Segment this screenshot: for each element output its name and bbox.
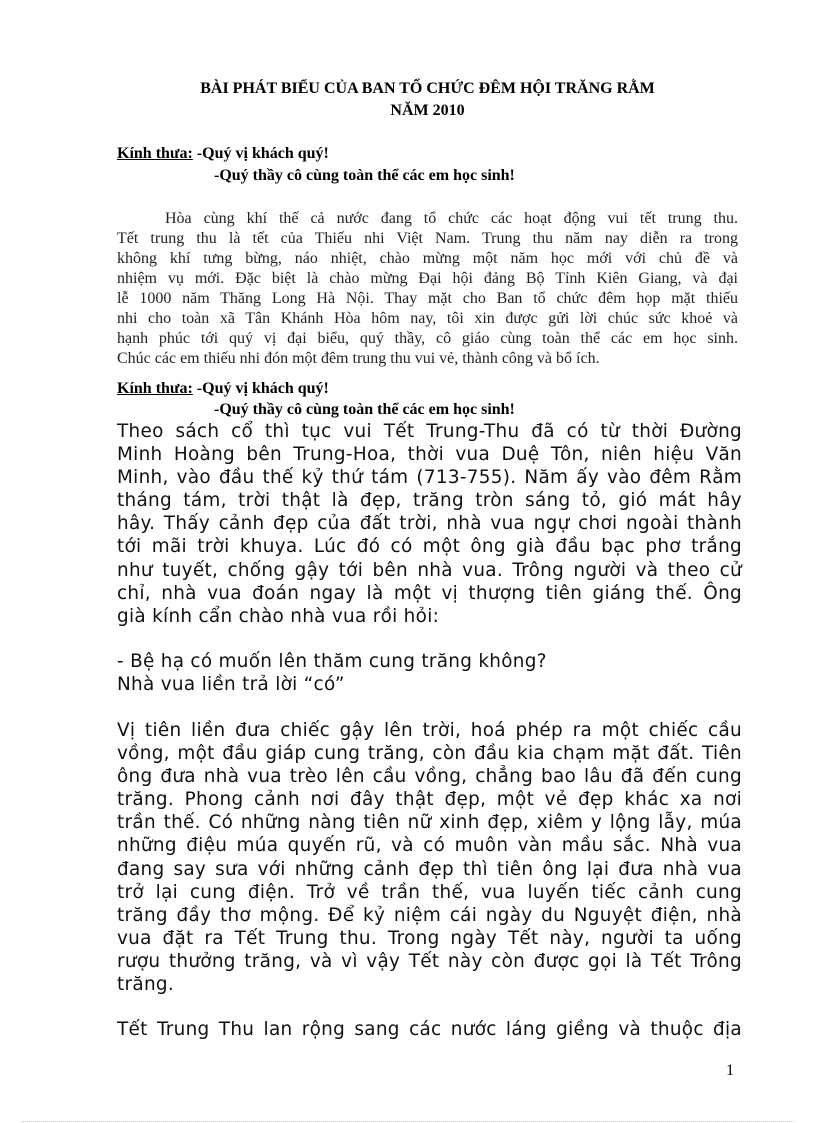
story-line: trăng. Phong cảnh nơi đây thật đẹp, một vẻ đẹp khác xa nơi [117,789,742,811]
story-line: chỉ, nhà vua đoán ngay là một vị thượng tiên giáng thế. Ông [117,582,742,604]
greeting-1-line-1 [117,143,329,165]
dialogue-answer: Nhà vua liền trả lời “có” [117,674,345,696]
story-line: rượu thưởng trăng, và vì vậy Tết này còn được gọi là Tết Trông [117,950,742,972]
dialogue-question: - Bệ hạ có muốn lên thăm cung trăng không? [117,651,547,672]
intro-paragraph [117,209,738,369]
intro-line: Tết trung thu là tết của Thiếu nhi Việt Nam. Trung thu năm nay diễn ra trong [117,230,738,247]
story-line: Vị tiên liền đưa chiếc gậy lên trời, hoá phép ra một chiếc cầu [117,720,742,741]
story-line: Theo sách cổ thì tục vui Tết Trung-Thu đã có từ thời Đường [117,421,742,442]
greeting-guests: -Quý vị khách quý! [192,145,329,162]
intro-line: nhiệm vụ mới. Đặc biệt là chào mừng Đại hội đảng Bộ Tỉnh Kiên Giang, và đại [117,270,738,287]
greeting-1-line-2: -Quý thầy cô cùng toàn thể các em học sinh! [214,167,515,184]
story-line: vồng, một đầu giáp cung trăng, còn đầu kia chạm mặt đất. Tiên [117,743,742,765]
story-line: đang say sưa với những cảnh đẹp thì tiên ông lại đưa nhà vua [117,858,742,880]
story-line: hây. Thấy cảnh đẹp của đất trời, nhà vua ngự chơi ngoài thành [117,513,742,535]
intro-line: nhi cho toàn xã Tân Khánh Hòa hôm nay, tôi xin được gửi lời chúc sức khoẻ và [117,310,738,327]
story-line: trăng đầy thơ mộng. Để kỷ niệm cái ngày du Nguyệt điện, nhà [117,904,742,926]
story-line: tháng tám, trời thật là đẹp, trăng tròn sáng tỏ, gió mát hây [117,490,742,512]
story-line: Minh, vào đầu thế kỷ thứ tám (713-755). Năm ấy vào đêm Rằm [117,467,742,489]
greeting-label: Kính thưa: [117,145,193,162]
page-number: 1 [726,1062,734,1079]
story-paragraph-1 [117,420,742,628]
story-line: trần thế. Có những nàng tiên nữ xinh đẹp, xiêm y lộng lẫy, múa [117,812,742,834]
intro-line: Hòa cùng khí thế cả nước đang tổ chức các hoạt động vui tết trung thu. [165,210,738,227]
story-line: trăng. [117,974,175,996]
greeting-label: Kính thưa: [117,380,193,397]
greeting-2-line-1 [117,378,329,400]
story-line: những điệu múa quyến rũ, và có muôn vàn mầu sắc. Nhà vua [117,835,742,857]
story-line: vua đặt ra Tết Trung thu. Trong ngày Tết này, người ta uống [117,927,742,949]
story-line: Tết Trung Thu lan rộng sang các nước láng giềng và thuộc địa [117,1019,742,1040]
story-line: ông đưa nhà vua trèo lên cầu vồng, chẳng bao lâu đã đến cung [117,766,742,788]
story-line: như tuyết, chống gậy tới bên nhà vua. Trông người và theo cử [117,559,742,581]
page-bottom-divider [22,1121,794,1122]
intro-line: không khí tưng bừng, náo nhiệt, chào mừng một năm học mới với chủ đề và [117,250,738,267]
document-title: BÀI PHÁT BIỂU CỦA BAN TỔ CHỨC ĐÊM HỘI TRĂNG RẰM [200,80,655,97]
story-line: trở lại cung điện. Trở về trần thế, vua luyến tiếc cảnh cung [117,881,742,903]
greeting-guests: -Quý vị khách quý! [192,380,329,397]
story-line: già kính cẩn chào nhà vua rồi hỏi: [117,605,440,627]
story-line: tới mãi trời khuya. Lúc đó có một ông già đầu bạc phơ trắng [117,536,742,558]
greeting-2-line-2: -Quý thầy cô cùng toàn thể các em học sinh! [214,401,515,418]
story-paragraph-2 [117,719,742,996]
dialogue-block [117,650,742,696]
story-line: Minh Hoàng bên Trung-Hoa, thời vua Duệ Tôn, niên hiệu Văn [117,444,742,466]
document-title-year: NĂM 2010 [390,102,465,119]
story-paragraph-3 [117,1018,742,1041]
intro-line: lễ 1000 năm Thăng Long Hà Nội. Thay mặt cho Ban tổ chức đêm họp mặt thiếu [117,290,738,307]
intro-line: hạnh phúc tới quý vị đại biểu, quý thầy, cô giáo cùng toàn thể các em học sinh. [117,330,738,347]
intro-line: Chúc các em thiếu nhi đón một đêm trung thu vui vẻ, thành công và bổ ích. [117,350,600,367]
